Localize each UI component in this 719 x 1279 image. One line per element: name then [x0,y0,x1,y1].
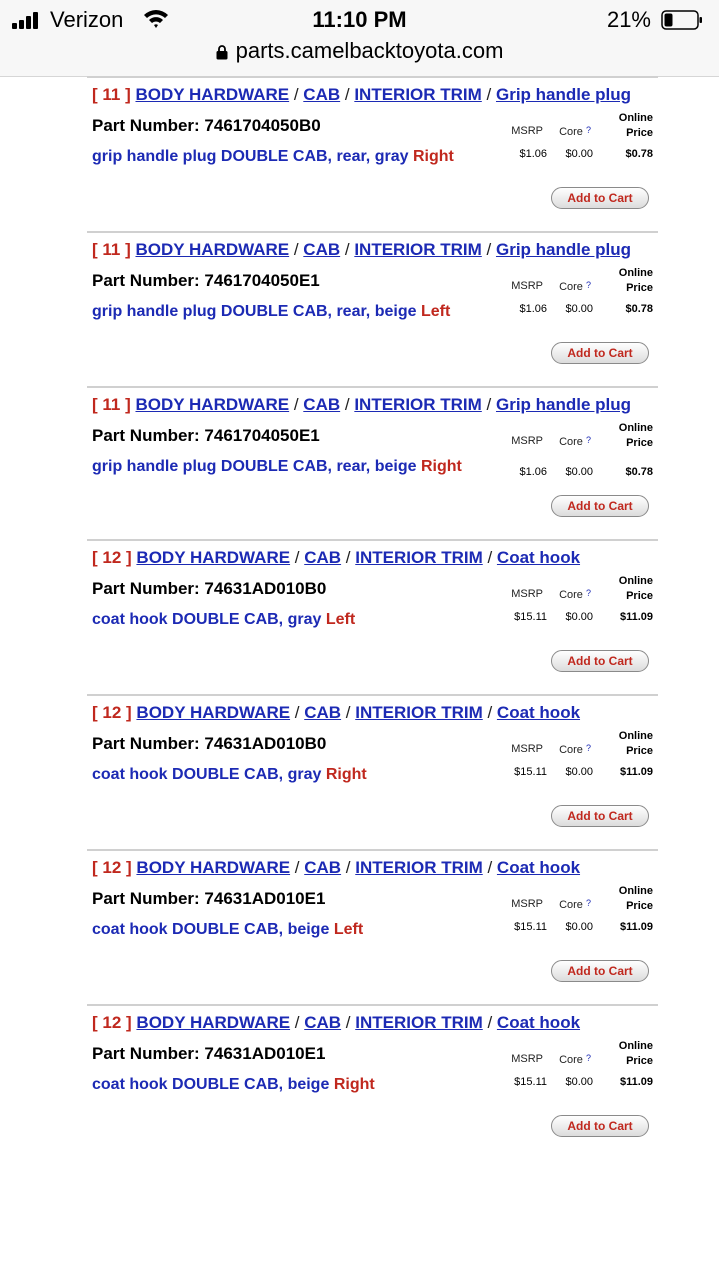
core-header: Core ? [559,743,591,756]
part-breadcrumb: [ 11 ] BODY HARDWARE / CAB / INTERIOR TRIM / Grip handle plug [92,85,632,104]
part-side: Left [325,611,356,628]
online-price: $11.09 [619,766,653,778]
core-price: $0.00 [565,921,593,933]
parts-list [0,76,719,1159]
part-description: coat hook DOUBLE CAB, beige Left [92,921,364,938]
breadcrumb-link-category[interactable]: BODY HARDWARE [136,858,291,877]
part-breadcrumb: [ 12 ] BODY HARDWARE / CAB / INTERIOR TRIM / Coat hook [92,1013,581,1032]
breadcrumb-link-group[interactable]: INTERIOR TRIM [355,548,483,567]
part-number: Part Number: 7461704050E1 [92,426,320,445]
msrp-price: $1.06 [519,303,547,315]
add-to-cart-button[interactable]: Add to Cart [551,342,649,364]
browser-top-bar [0,0,719,77]
core-price: $0.00 [565,611,593,623]
breadcrumb-link-group[interactable]: INTERIOR TRIM [355,703,483,722]
part-side: Right [325,766,367,783]
core-header: Core ? [559,898,591,911]
online-price: $11.09 [619,611,653,623]
add-to-cart-button[interactable]: Add to Cart [551,495,649,517]
part-description: grip handle plug DOUBLE CAB, rear, gray Right [92,148,454,165]
url-text: parts.camelbacktoyota.com [235,38,504,63]
online-price-header: Online Price [618,885,653,912]
breadcrumb-link-part[interactable]: Coat hook [496,703,581,722]
core-header: Core ? [559,280,591,293]
core-header: Core ? [559,125,591,138]
address-bar[interactable] [0,38,719,68]
part-side: Right [420,458,462,475]
breadcrumb-link-part[interactable]: Coat hook [496,548,581,567]
online-price: $0.78 [625,148,653,160]
breadcrumb-link-category[interactable]: BODY HARDWARE [135,85,290,104]
online-price: $0.78 [625,466,653,478]
breadcrumb-link-part[interactable]: Coat hook [496,858,581,877]
part-number: Part Number: 7461704050E1 [92,271,320,290]
diagram-callout-number: [ 12 ] [92,548,132,567]
part-breadcrumb: [ 11 ] BODY HARDWARE / CAB / INTERIOR TRIM / Grip handle plug [92,395,632,414]
online-price: $11.09 [619,921,653,933]
breadcrumb-link-subcategory[interactable]: CAB [304,548,342,567]
online-price-header: Online Price [618,267,653,294]
msrp-price: $1.06 [519,148,547,160]
breadcrumb-link-group[interactable]: INTERIOR TRIM [354,240,482,259]
breadcrumb-link-subcategory[interactable]: CAB [303,395,341,414]
core-header: Core ? [559,1053,591,1066]
part-listing [87,231,658,386]
core-help-link[interactable]: ? [585,588,591,598]
lock-icon [216,44,228,60]
carrier-name: Verizon [50,7,124,32]
core-price: $0.00 [565,766,593,778]
part-breadcrumb: [ 11 ] BODY HARDWARE / CAB / INTERIOR TRIM / Grip handle plug [92,240,632,259]
part-listing [87,539,658,694]
online-price: $0.78 [625,303,653,315]
core-price: $0.00 [565,148,593,160]
msrp-price: $15.11 [514,766,547,778]
breadcrumb-link-category[interactable]: BODY HARDWARE [136,548,291,567]
part-number: Part Number: 7461704050B0 [92,116,321,135]
msrp-header: MSRP [511,435,543,447]
breadcrumb-link-group[interactable]: INTERIOR TRIM [355,858,483,877]
core-help-link[interactable]: ? [585,435,591,445]
online-price-header: Online Price [618,422,653,449]
msrp-price: $15.11 [514,611,547,623]
diagram-callout-number: [ 12 ] [92,858,132,877]
core-help-link[interactable]: ? [585,743,591,753]
core-help-link[interactable]: ? [585,1053,591,1063]
add-to-cart-button[interactable]: Add to Cart [551,805,649,827]
msrp-header: MSRP [511,280,543,292]
breadcrumb-link-category[interactable]: BODY HARDWARE [136,703,291,722]
part-side: Left [333,921,364,938]
part-number: Part Number: 74631AD010B0 [92,734,327,753]
battery-percentage: 21% [606,7,651,32]
add-to-cart-button[interactable]: Add to Cart [551,650,649,672]
msrp-header: MSRP [511,898,543,910]
part-description: coat hook DOUBLE CAB, beige Right [92,1076,375,1093]
part-description: coat hook DOUBLE CAB, gray Right [92,766,367,783]
core-price: $0.00 [565,303,593,315]
part-side: Right [333,1076,375,1093]
add-to-cart-button[interactable]: Add to Cart [551,1115,649,1137]
breadcrumb-link-group[interactable]: INTERIOR TRIM [354,85,482,104]
battery-icon [661,10,703,30]
msrp-price: $1.06 [519,466,547,478]
breadcrumb-link-category[interactable]: BODY HARDWARE [136,1013,291,1032]
part-number: Part Number: 74631AD010E1 [92,1044,326,1063]
part-listing [87,386,658,539]
msrp-header: MSRP [511,743,543,755]
breadcrumb-link-subcategory[interactable]: CAB [304,1013,342,1032]
part-description: coat hook DOUBLE CAB, gray Left [92,611,356,628]
add-to-cart-button[interactable]: Add to Cart [551,187,649,209]
breadcrumb-link-part[interactable]: Grip handle plug [495,395,632,414]
core-help-link[interactable]: ? [585,280,591,290]
online-price-header: Online Price [618,575,653,602]
part-listing [87,1004,658,1159]
diagram-callout-number: [ 11 ] [92,240,131,259]
status-bar [0,0,719,40]
part-breadcrumb: [ 12 ] BODY HARDWARE / CAB / INTERIOR TRIM / Coat hook [92,548,581,567]
part-side: Right [412,148,454,165]
core-price: $0.00 [565,1076,593,1088]
online-price-header: Online Price [618,1040,653,1067]
online-price: $11.09 [619,1076,653,1088]
breadcrumb-link-subcategory[interactable]: CAB [303,85,341,104]
breadcrumb-link-group[interactable]: INTERIOR TRIM [355,1013,483,1032]
clock: 11:10 PM [312,7,407,32]
msrp-price: $15.11 [514,921,547,933]
part-breadcrumb: [ 12 ] BODY HARDWARE / CAB / INTERIOR TRIM / Coat hook [92,703,581,722]
breadcrumb-link-group[interactable]: INTERIOR TRIM [354,395,482,414]
online-price-header: Online Price [618,112,653,139]
part-number: Part Number: 74631AD010B0 [92,579,327,598]
part-listing [87,76,658,231]
online-price-header: Online Price [618,730,653,757]
breadcrumb-link-category[interactable]: BODY HARDWARE [135,395,290,414]
diagram-callout-number: [ 12 ] [92,1013,132,1032]
core-help-link[interactable]: ? [585,125,591,135]
breadcrumb-link-part[interactable]: Grip handle plug [495,240,632,259]
breadcrumb-link-subcategory[interactable]: CAB [303,240,341,259]
breadcrumb-link-subcategory[interactable]: CAB [304,703,342,722]
part-description: grip handle plug DOUBLE CAB, rear, beige Right [92,458,462,475]
core-header: Core ? [559,435,591,448]
core-header: Core ? [559,588,591,601]
core-help-link[interactable]: ? [585,898,591,908]
msrp-header: MSRP [511,588,543,600]
msrp-header: MSRP [511,125,543,137]
part-listing [87,849,658,1004]
breadcrumb-link-category[interactable]: BODY HARDWARE [135,240,290,259]
breadcrumb-link-subcategory[interactable]: CAB [304,858,342,877]
msrp-price: $15.11 [514,1076,547,1088]
breadcrumb-link-part[interactable]: Grip handle plug [495,85,632,104]
breadcrumb-link-part[interactable]: Coat hook [496,1013,581,1032]
part-side: Left [420,303,451,320]
core-price: $0.00 [565,466,593,478]
part-breadcrumb: [ 12 ] BODY HARDWARE / CAB / INTERIOR TRIM / Coat hook [92,858,581,877]
diagram-callout-number: [ 11 ] [92,85,131,104]
diagram-callout-number: [ 11 ] [92,395,131,414]
msrp-header: MSRP [511,1053,543,1065]
part-description: grip handle plug DOUBLE CAB, rear, beige Left [92,303,451,320]
diagram-callout-number: [ 12 ] [92,703,132,722]
part-number: Part Number: 74631AD010E1 [92,889,326,908]
part-listing [87,694,658,849]
add-to-cart-button[interactable]: Add to Cart [551,960,649,982]
